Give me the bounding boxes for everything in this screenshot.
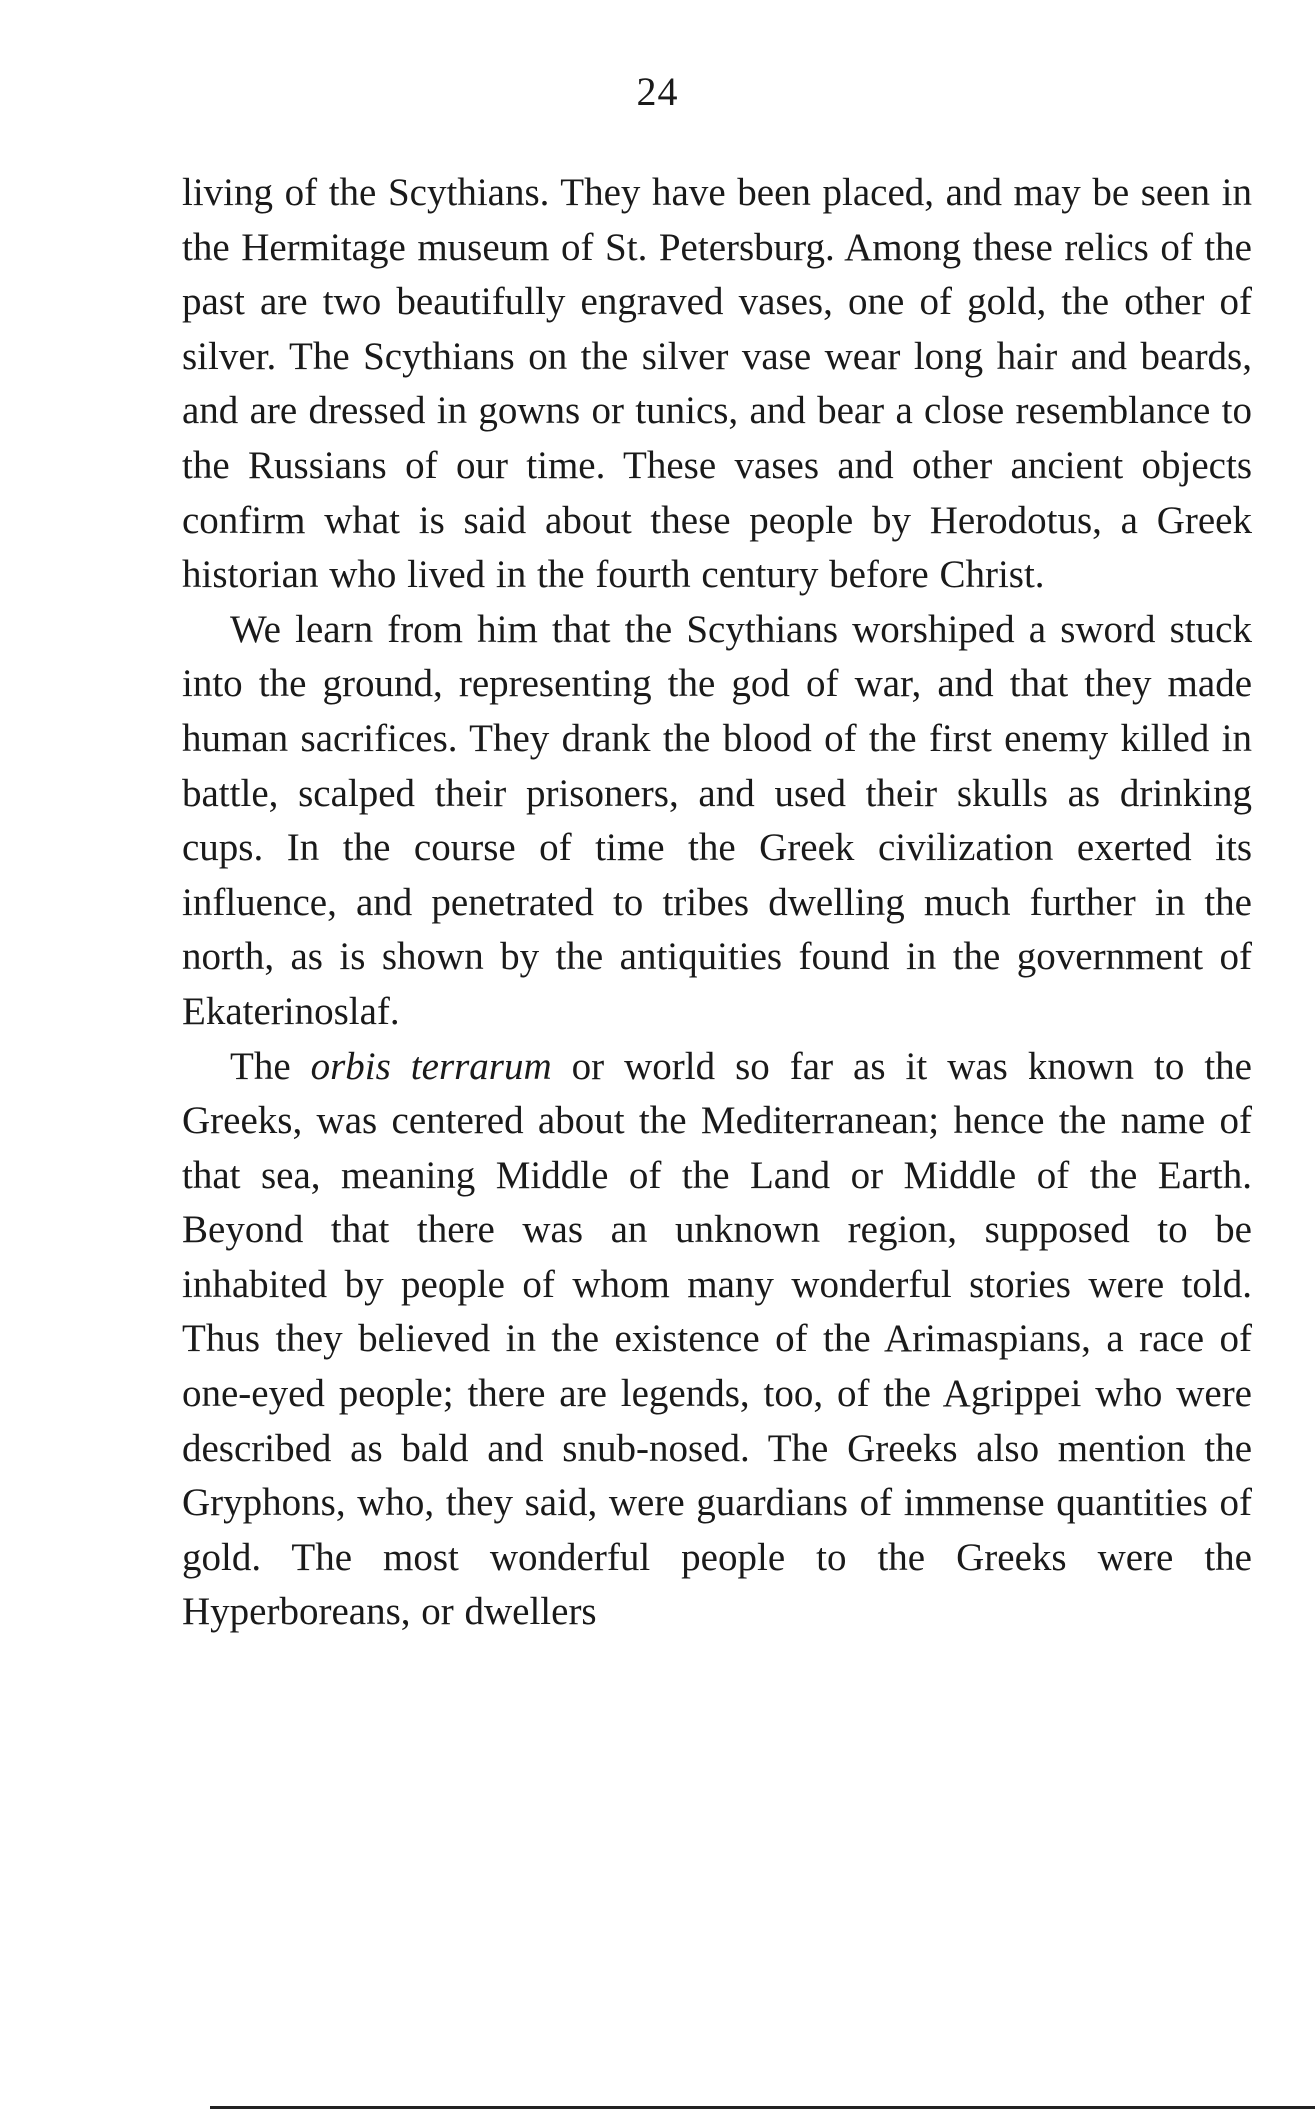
body-text (182, 166, 1252, 1640)
page-number: 24 (636, 69, 679, 114)
paragraph-lead-text: The (230, 1044, 311, 1088)
paragraph-scythian-relics: living of the Scythians. They have been placed, and may be seen in the Hermitage museum of St. Petersburg. Among these relics of the past are two beautifully engraved vases, one of gold, the other of silver. The Scythians on the silver vase wear long hair and beards, and are dressed in gowns or tunics, and bear a close resemblance to the Russians of our time. These vases and other ancient objects confirm what is said about these people by Herodotus, a Greek historian who lived in the fourth century before Christ. (182, 171, 1252, 597)
bottom-edge-rule (210, 2106, 1315, 2109)
italic-term: orbis terrarum (310, 1044, 552, 1088)
paragraph-rest-text: or world so far as it was known to the Greeks, was centered about the Mediterranean; hence the name of that sea, meaning Middle of the Land or Middle of the Earth. Beyond that there was an unknown region, supposed to be inhabited by people of whom many wonderful stories were told. Thus they believed in the existence of the Arimaspians, a race of one-eyed people; there are legends, too, of the Agrippei who were described as bald and snub-nosed. The Greeks also mention the Gryphons, who, they said, were guardians of immense quantities of gold. The most wonderful people to the Greeks were the Hyperboreans, or dwellers (182, 1044, 1252, 1634)
paragraph-scythian-customs: We learn from him that the Scythians worshiped a sword stuck into the ground, representing the god of war, and that they made human sacrifices. They drank the blood of the first enemy killed in battle, scalped their prisoners, and used their skulls as drinking cups. In the course of time the Greek civilization exerted its influence, and penetrated to tribes dwelling much further in the north, as is shown by the antiquities found in the government of Ekaterinoslaf. (182, 607, 1252, 1033)
paragraph-orbis-terrarum (182, 1040, 1252, 1641)
